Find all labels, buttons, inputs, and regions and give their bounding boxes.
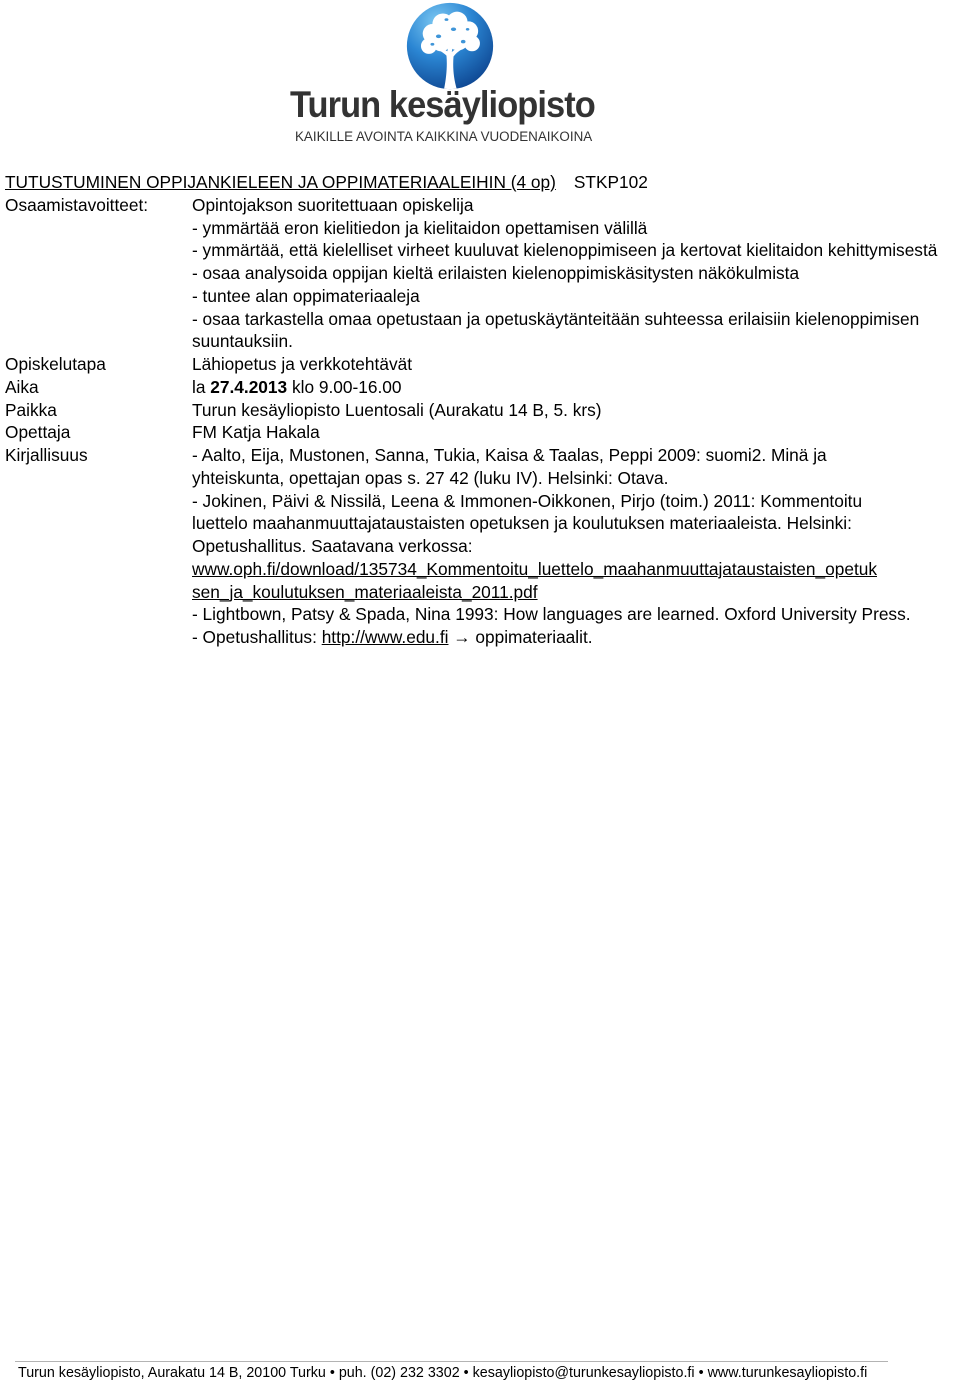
tree-logo-icon xyxy=(406,2,494,90)
literature-row xyxy=(5,444,955,649)
footer-email[interactable]: kesayliopisto@turunkesayliopisto.fi xyxy=(472,1365,695,1381)
literature-label: Kirjallisuus xyxy=(5,445,88,465)
course-description xyxy=(5,171,955,649)
oph-download-link-line xyxy=(192,558,955,581)
objective-item: - osaa analysoida oppijan kieltä erilaisten kielenoppimiskäsitysten näkökulmista xyxy=(192,263,800,283)
footer-separator: • xyxy=(698,1365,704,1381)
literature-item-continued: Opetushallitus. Saatavana verkossa: xyxy=(192,536,473,556)
literature-list xyxy=(192,444,955,649)
oph-download-link-line xyxy=(192,581,955,604)
logo-slogan: KAIKILLE AVOINTA KAIKKINA VUODENAIKOINA xyxy=(295,129,593,144)
time-row xyxy=(5,376,955,399)
literature-item: - Lightbown, Patsy & Spada, Nina 1993: How languages are learned. Oxford University Press. xyxy=(192,604,911,625)
objectives-label: Osaamistavoitteet: xyxy=(5,194,149,215)
footer-address: Turun kesäyliopisto, Aurakatu 14 B, 20100 Turku xyxy=(18,1365,326,1381)
literature-item: - Jokinen, Päivi & Nissilä, Leena & Immonen-Oikkonen, Pirjo (toim.) 2011: Kommentoitu xyxy=(192,490,863,511)
footer-separator: • xyxy=(329,1365,335,1381)
literature-item xyxy=(192,626,955,649)
literature-item-suffix: → oppimateriaalit. xyxy=(453,627,593,647)
footer-website[interactable]: www.turunkesayliopisto.fi xyxy=(707,1365,868,1381)
objective-item-continued: suuntauksiin. xyxy=(192,331,293,352)
footer-phone: puh. (02) 232 3302 xyxy=(338,1365,460,1381)
objective-item: - ymmärtää, että kielelliset virheet kuuluvat kielenoppimiseen ja kertovat kielitaidon kehittymisestä xyxy=(192,240,938,261)
logo-wordmark: Turun kesäyliopisto xyxy=(290,84,595,125)
teacher-value: FM Katja Hakala xyxy=(192,422,320,443)
time-value xyxy=(192,376,955,399)
objectives-row xyxy=(5,194,955,353)
literature-item-prefix: - Opetushallitus: xyxy=(192,627,317,647)
time-date: 27.4.2013 xyxy=(210,376,288,397)
course-title: TUTUSTUMINEN OPPIJANKIELEEN JA OPPIMATERIAALEIHIN (4 op) xyxy=(5,172,556,192)
course-heading xyxy=(5,171,955,194)
time-hours: klo 9.00-16.00 xyxy=(291,376,402,397)
course-code: STKP102 xyxy=(573,172,648,192)
study-method-label: Opiskelutapa xyxy=(5,354,106,374)
study-method-value: Lähiopetus ja verkkotehtävät xyxy=(192,354,412,374)
oph-download-link[interactable]: www.oph.fi/download/135734_Kommentoitu_luettelo_maahanmuuttajataustaisten_opetuk xyxy=(192,558,877,579)
literature-item: - Aalto, Eija, Mustonen, Sanna, Tukia, Kaisa & Taalas, Peppi 2009: suomi2. Minä ja xyxy=(192,445,827,465)
literature-item-continued: luettelo maahanmuuttajataustaisten opetuksen ja koulutuksen materiaaleista. Helsinki: xyxy=(192,513,852,534)
study-method-row xyxy=(5,353,955,376)
page-footer xyxy=(18,1364,867,1382)
place-row xyxy=(5,399,955,422)
teacher-label: Opettaja xyxy=(5,422,71,443)
oph-download-link-continued[interactable]: sen_ja_koulutuksen_materiaaleista_2011.pdf xyxy=(192,581,538,602)
objective-item: - ymmärtää eron kielitiedon ja kielitaidon opettamisen välillä xyxy=(192,217,648,238)
objective-item: - tuntee alan oppimateriaaleja xyxy=(192,285,420,306)
place-label: Paikka xyxy=(5,399,57,420)
objectives-intro: Opintojakson suoritettuaan opiskelija xyxy=(192,194,474,215)
edu-fi-link[interactable]: http://www.edu.fi xyxy=(321,627,449,647)
time-day: la xyxy=(192,376,206,397)
objectives-list xyxy=(192,194,955,353)
literature-item-continued: yhteiskunta, opettajan opas s. 27 42 (luku IV). Helsinki: Otava. xyxy=(192,467,669,488)
time-label: Aika xyxy=(5,376,39,397)
objective-item: - osaa tarkastella omaa opetustaan ja opetuskäytänteitään suhteessa erilaisiin kielenoppimisen xyxy=(192,308,920,329)
place-value: Turun kesäyliopisto Luentosali (Aurakatu 14 B, 5. krs) xyxy=(192,399,602,420)
footer-separator: • xyxy=(463,1365,469,1381)
footer-divider xyxy=(15,1361,888,1362)
teacher-row xyxy=(5,421,955,444)
